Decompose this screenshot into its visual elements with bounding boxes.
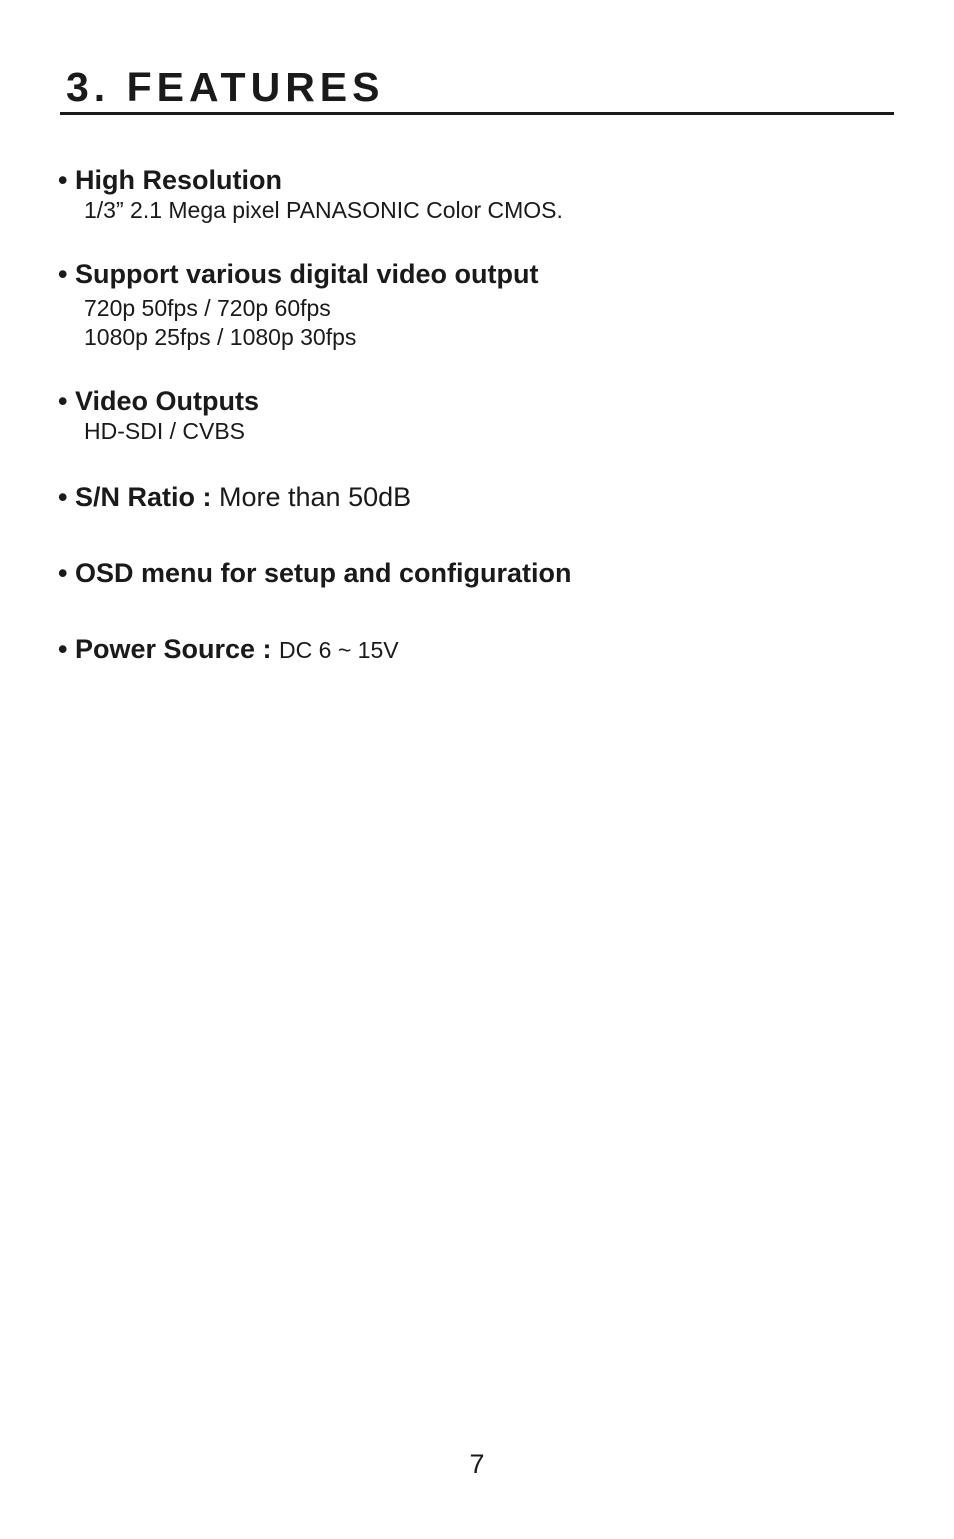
- feature-power-source: [58, 633, 399, 666]
- feature-value: More than 50dB: [219, 482, 412, 512]
- bullet: •: [58, 386, 68, 416]
- bullet: •: [58, 482, 68, 512]
- feature-video-output-support: [58, 258, 538, 352]
- feature-title: S/N Ratio :: [74, 482, 212, 512]
- page-title: 3. FEATURES: [66, 64, 385, 110]
- feature-title: Video Outputs: [74, 386, 259, 416]
- bullet: •: [58, 165, 68, 195]
- feature-title: High Resolution: [74, 165, 282, 195]
- feature-title: Support various digital video output: [74, 259, 539, 289]
- feature-osd-menu: [58, 557, 571, 589]
- bullet: •: [58, 634, 68, 664]
- feature-video-outputs: [58, 385, 259, 446]
- feature-high-resolution: [58, 164, 563, 225]
- feature-value: DC 6 ~ 15V: [279, 637, 399, 663]
- feature-title: Power Source :: [74, 634, 272, 664]
- bullet: •: [58, 558, 68, 588]
- bullet: •: [58, 259, 68, 289]
- page-number: 7: [469, 1449, 485, 1479]
- feature-detail: HD-SDI / CVBS: [84, 418, 246, 444]
- heading-divider: [60, 112, 894, 115]
- feature-detail: 720p 50fps / 720p 60fps: [84, 295, 331, 321]
- feature-title: OSD menu for setup and configuration: [74, 558, 572, 588]
- feature-sn-ratio: [58, 481, 411, 513]
- feature-detail: 1/3” 2.1 Mega pixel PANASONIC Color CMOS.: [84, 197, 563, 223]
- feature-detail: 1080p 25fps / 1080p 30fps: [84, 324, 357, 350]
